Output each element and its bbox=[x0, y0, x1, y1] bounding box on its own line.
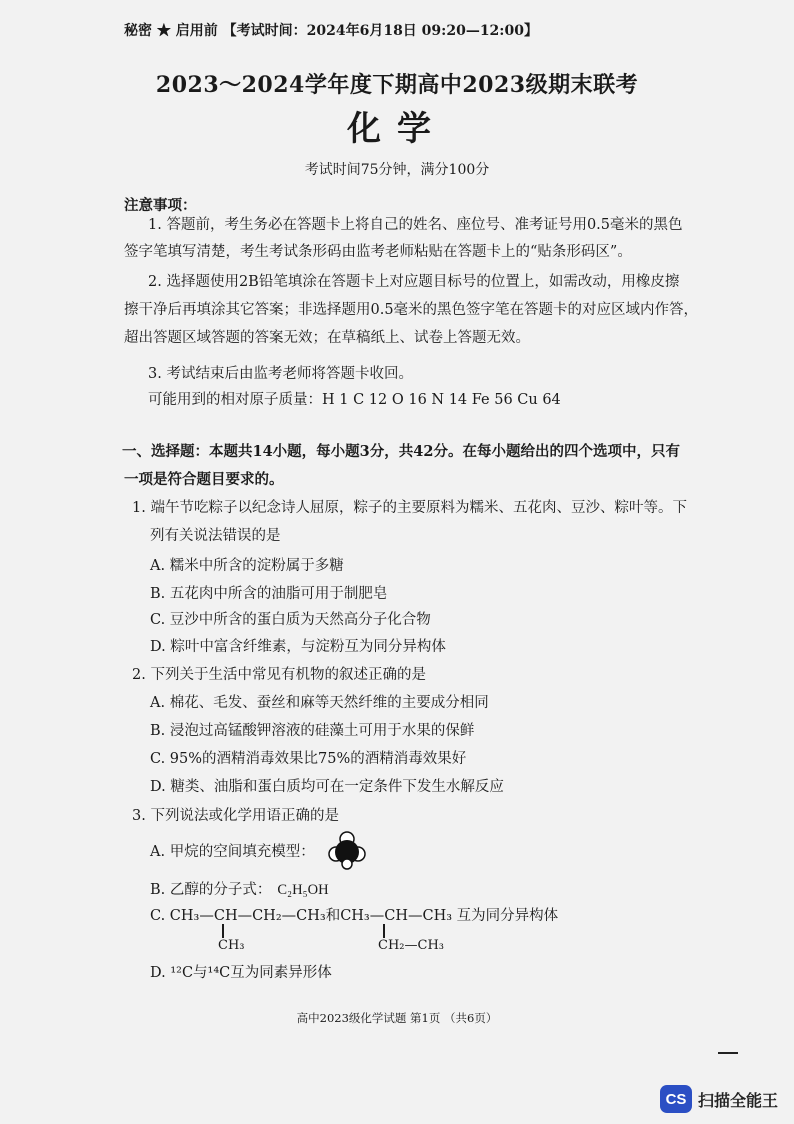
note-1-line-2: 签字笔填写清楚，考生考试条形码由监考老师粘贴在答题卡上的“贴条形码区”。 bbox=[124, 244, 632, 260]
q3-option-c: C. CH₃—CH—CH₂—CH₃和CH₃—CH—CH₃ 互为同分异构体 bbox=[150, 908, 559, 924]
q2-option-d: D. 糖类、油脂和蛋白质均可在一定条件下发生水解反应 bbox=[150, 779, 504, 795]
exam-title: 2023～2024学年度下期高中2023级期末联考 bbox=[155, 72, 639, 98]
q2-option-b: B. 浸泡过高锰酸钾溶液的硅藻土可用于水果的保鲜 bbox=[150, 723, 475, 739]
branch-bond-1 bbox=[222, 924, 224, 938]
methane-space-filling-model bbox=[328, 830, 366, 870]
q3-option-b-label: B. 乙醇的分子式： bbox=[150, 882, 272, 898]
section-heading-line-2: 一项是符合题目要求的。 bbox=[124, 471, 284, 488]
scanner-watermark bbox=[660, 1083, 778, 1115]
scan-mark bbox=[718, 1052, 738, 1054]
exam-duration: 考试时间75分钟，满分100分 bbox=[304, 162, 490, 178]
ethanol-formula: C₂H₅OH bbox=[277, 882, 329, 898]
confidential-line: 秘密 ★ 启用前 【考试时间：2024年6月18日 09:20—12:00】 bbox=[124, 23, 538, 39]
q3-option-a: A. 甲烷的空间填充模型： bbox=[150, 844, 315, 860]
atomic-mass-line: 可能用到的相对原子质量：H 1 C 12 O 16 N 14 Fe 56 Cu 64 bbox=[148, 392, 561, 408]
q1-stem-line-2: 列有关说法错误的是 bbox=[150, 528, 281, 544]
q1-option-b: B. 五花肉中所含的油脂可用于制肥皂 bbox=[150, 586, 388, 602]
note-2-line-3: 超出答题区域答题的答案无效；在草稿纸上、试卷上答题无效。 bbox=[124, 330, 530, 346]
camscanner-logo-icon: CS bbox=[660, 1085, 692, 1113]
watermark-text: 扫描全能王 bbox=[698, 1090, 779, 1110]
q3-stem: 3. 下列说法或化学用语正确的是 bbox=[132, 808, 339, 824]
q1-option-c: C. 豆沙中所含的蛋白质为天然高分子化合物 bbox=[150, 612, 431, 628]
q3-branch-methyl: CH₃ bbox=[218, 938, 245, 953]
q1-stem-line-1: 1. 端午节吃粽子以纪念诗人屈原，粽子的主要原料为糯米、五花肉、豆沙、粽叶等。下 bbox=[132, 500, 687, 516]
note-2-line-2: 擦干净后再填涂其它答案；非选择题用0.5毫米的黑色签字笔在答题卡的对应区域内作答， bbox=[124, 302, 699, 318]
notes-heading: 注意事项： bbox=[124, 197, 197, 214]
note-1-line-1: 1. 答题前，考生务必在答题卡上将自己的姓名、座位号、准考证号用0.5毫米的黑色 bbox=[148, 217, 683, 233]
q1-option-d: D. 粽叶中富含纤维素，与淀粉互为同分异构体 bbox=[150, 639, 446, 655]
q2-option-a: A. 棉花、毛发、蚕丝和麻等天然纤维的主要成分相同 bbox=[150, 695, 489, 711]
branch-bond-2 bbox=[383, 924, 385, 938]
note-3: 3. 考试结束后由监考老师将答题卡收回。 bbox=[148, 366, 413, 382]
page-footer: 高中2023级化学试题 第1页 （共6页） bbox=[296, 1011, 498, 1025]
q2-stem: 2. 下列关于生活中常见有机物的叙述正确的是 bbox=[132, 667, 426, 683]
section-heading-line-1: 一、选择题：本题共14小题，每小题3分，共42分。在每小题给出的四个选项中，只有 bbox=[122, 443, 680, 460]
q3-branch-ethyl: CH₂—CH₃ bbox=[378, 938, 444, 953]
q3-option-d: D. ¹²C与¹⁴C互为同素异形体 bbox=[150, 965, 332, 981]
q3-option-b bbox=[150, 880, 329, 900]
note-2-line-1: 2. 选择题使用2B铅笔填涂在答题卡上对应题目标号的位置上，如需改动，用橡皮擦 bbox=[148, 274, 680, 290]
q2-option-c: C. 95%的酒精消毒效果比75%的酒精消毒效果好 bbox=[150, 751, 467, 767]
subject-title: 化学 bbox=[347, 109, 447, 149]
q1-option-a: A. 糯米中所含的淀粉属于多糖 bbox=[150, 558, 344, 574]
